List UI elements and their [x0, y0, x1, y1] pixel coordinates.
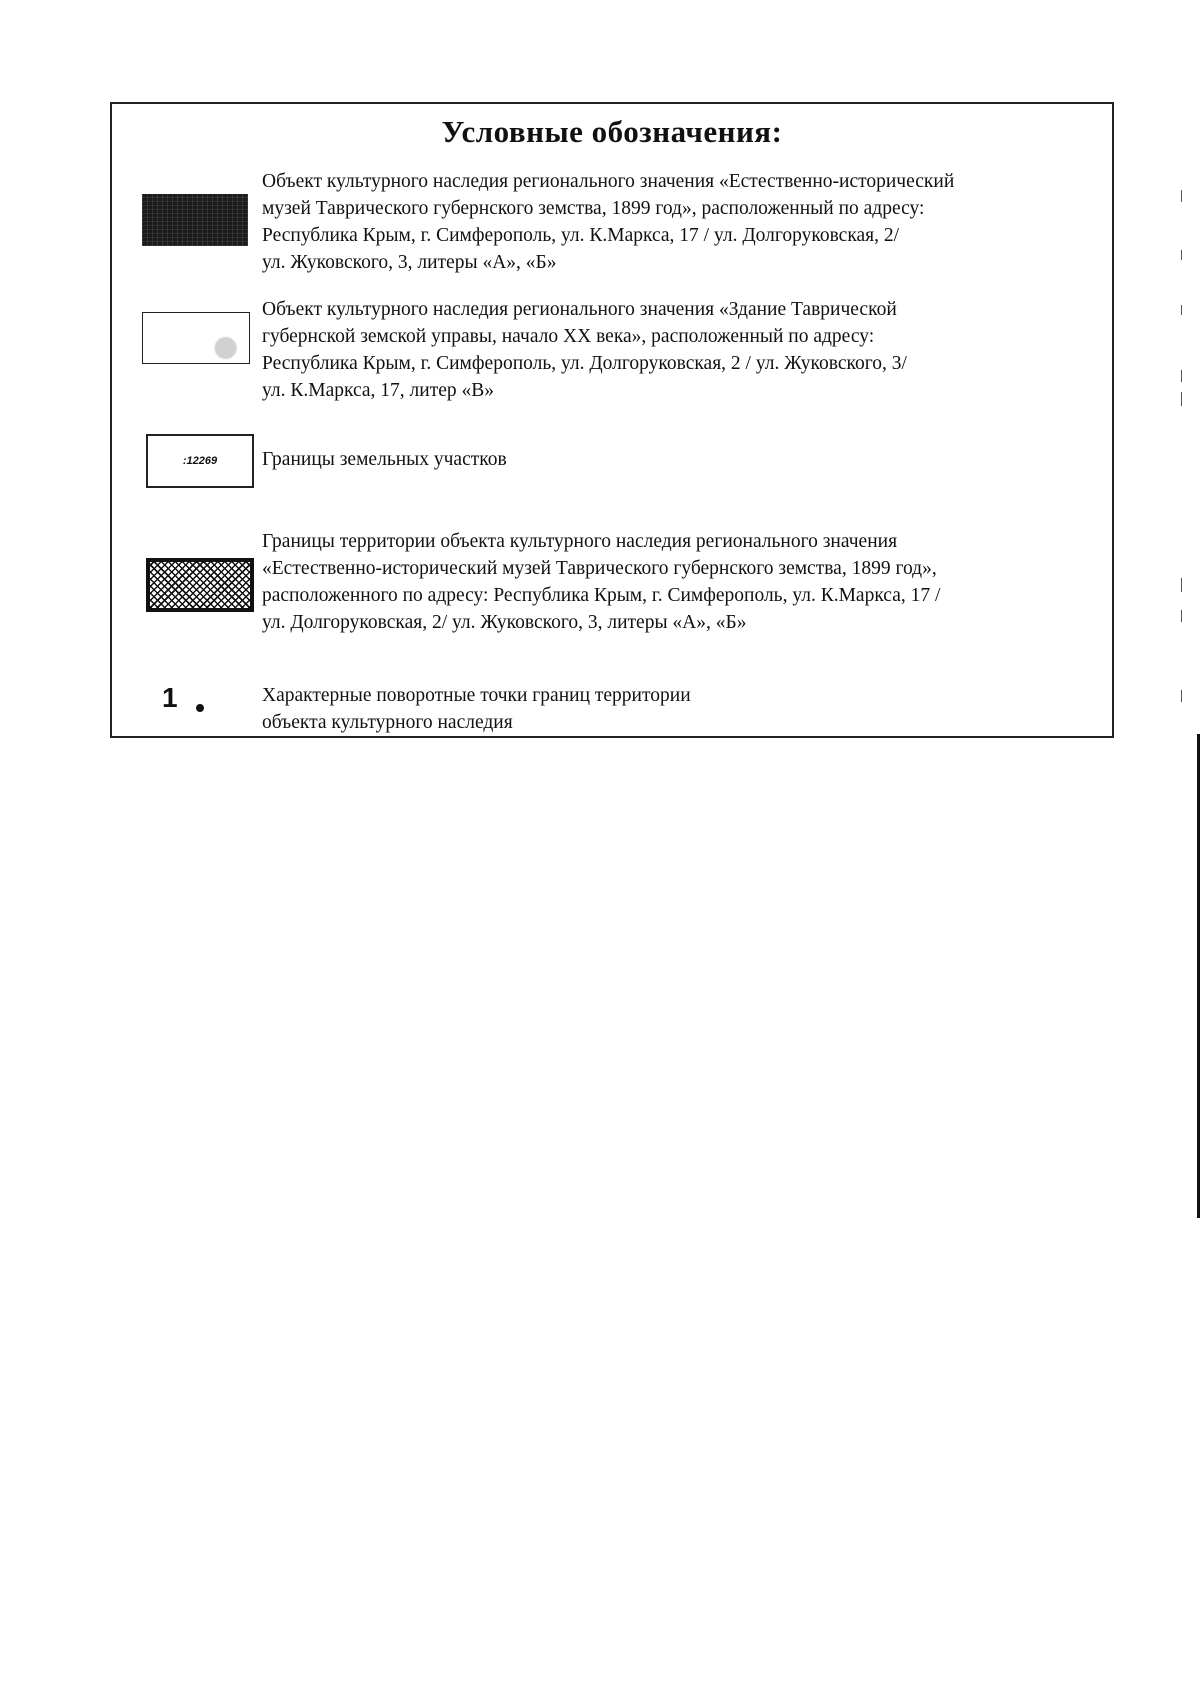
- legend-item-land-parcels: [112, 434, 1112, 490]
- cross-hatched-rectangle-icon: [146, 558, 254, 612]
- legend-item-museum-object: [112, 168, 1112, 278]
- legend-box: [110, 102, 1114, 738]
- light-outlined-rectangle-icon: [142, 312, 250, 364]
- point-number: 1: [162, 682, 178, 713]
- scan-edge-tick: [1181, 578, 1183, 592]
- legend-title: Условные обозначения:: [441, 114, 783, 149]
- scan-edge-tick: [1181, 190, 1183, 202]
- legend-item-text: Характерные поворотные точки границ территории объекта культурного наследия: [262, 685, 691, 733]
- dark-filled-rectangle-icon: [142, 194, 248, 246]
- scan-edge-tick: [1181, 305, 1183, 315]
- legend-item-text: Границы территории объекта культурного наследия регионального значения «Естественно-исторический музей Таврического губернского земства, 1899 год», расположенного по адресу: Республика Крым, г. Симферополь, ул. К.Маркса, 17 / ул. Долгоруковская, 2/ ул. Жуковского, 3, литеры «А», «Б»: [262, 531, 941, 633]
- legend-item-turning-points: [112, 682, 1112, 738]
- parcel-boundary-icon: [146, 434, 254, 488]
- legend-item-text: Границы земельных участков: [262, 449, 507, 470]
- legend-item-territory-boundary: [112, 528, 1112, 638]
- point-dot-icon: [196, 704, 204, 712]
- legend-item-text: Объект культурного наследия регионального значения «Здание Таврической губернской земской управы, начало XX века», расположенный по адресу: Республика Крым, г. Симферополь, ул. Долгоруковская, 2 / ул. Жуковского, 3/ ул. К.Маркса, 17, литер «В»: [262, 299, 907, 401]
- scan-edge-tick: [1181, 690, 1183, 702]
- scan-edge-tick: [1181, 370, 1183, 382]
- scan-edge-tick: [1181, 392, 1183, 406]
- scan-edge-tick: [1181, 610, 1183, 622]
- legend-item-text: Объект культурного наследия регионального значения «Естественно-исторический музей Таврического губернского земства, 1899 год», расположенный по адресу: Республика Крым, г. Симферополь, ул. К.Маркса, 17 / ул. Долгоруковская, 2/ ул. Жуковского, 3, литеры «А», «Б»: [262, 171, 955, 273]
- scan-edge-tick: [1181, 250, 1183, 260]
- turning-point-icon: [162, 684, 232, 724]
- legend-item-zemstvo-building: [112, 296, 1112, 406]
- parcel-number-label: :12269: [182, 455, 218, 467]
